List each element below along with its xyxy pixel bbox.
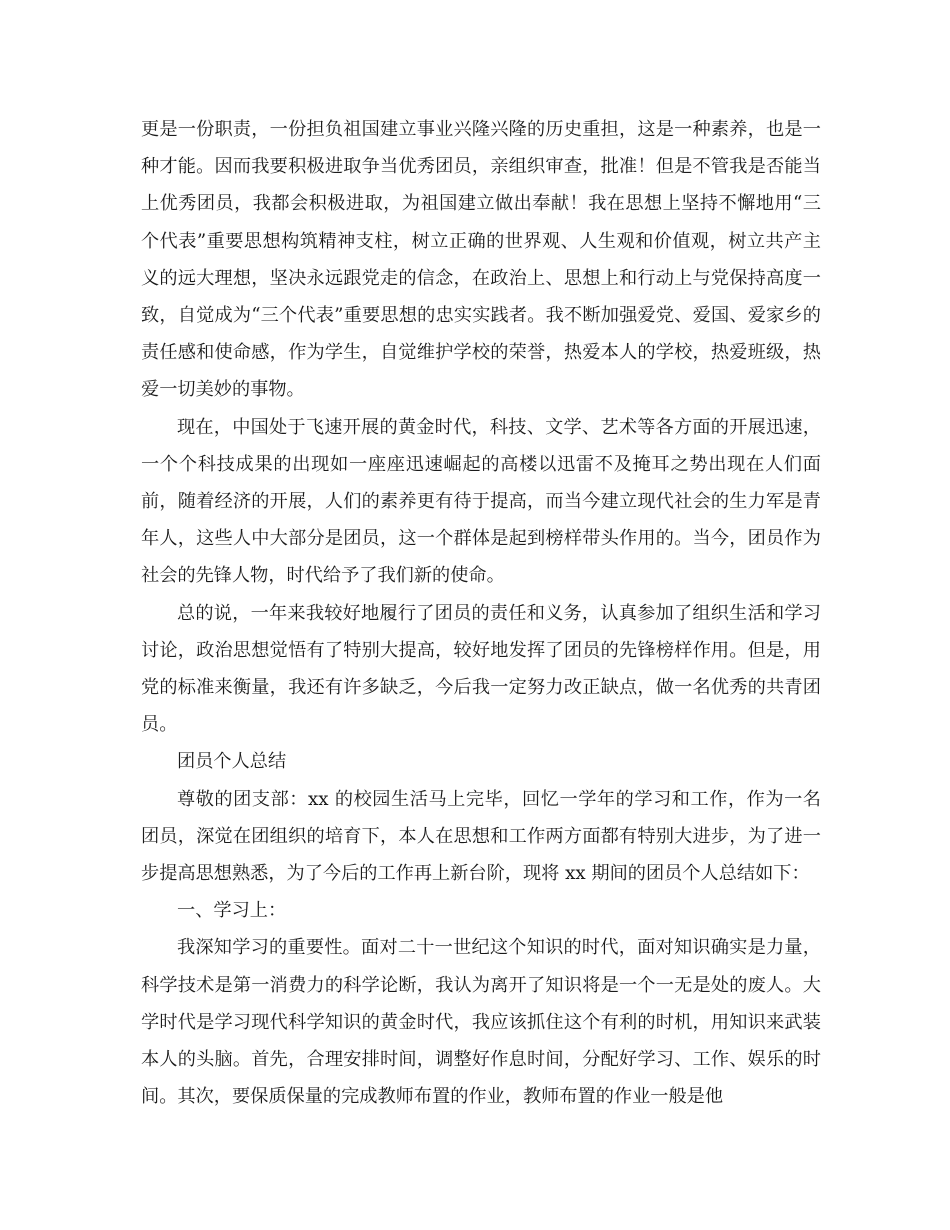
paragraph: 总的说，一年来我较好地履行了团员的责任和义务，认真参加了组织生活和学习讨论，政治思想觉悟有了特别大提高，较好地发挥了团员的先锋榜样作用。但是，用党的标准来衡量，我还有许多缺乏，今后我一定努力改正缺点，做一名优秀的共青团员。 xyxy=(141,602,821,736)
section-subheading: 一、学习上： xyxy=(177,900,287,922)
document-body xyxy=(141,111,821,1115)
paragraph: 现在，中国处于飞速开展的黄金时代，科技、文学、艺术等各方面的开展迅速，一个个科技成果的出现如一座座迅速崛起的高楼以迅雷不及掩耳之势出现在人们面前，随着经济的开展，人们的素养更有待于提高，而当今建立现代社会的生力军是青年人，这些人中大部分是团员，这一个群体是起到榜样带头作用的。当今，团员作为社会的先锋人物，时代给予了我们新的使命。 xyxy=(141,416,821,587)
paragraph: 更是一份职责，一份担负祖国建立事业兴隆兴隆的历史重担，这是一种素养，也是一种才能。因而我要积极进取争当优秀团员，亲组织审查，批准！但是不管我是否能当上优秀团员，我都会积极进取，为祖国建立做出奉献！我在思想上坚持不懈地用“三个代表”重要思想构筑精神支柱，树立正确的世界观、人生观和价值观，树立共产主义的远大理想，坚决永远跟党走的信念，在政治上、思想上和行动上与党保持高度一致，自觉成为“三个代表”重要思想的忠实实践者。我不断加强爱党、爱国、爱家乡的责任感和使命感，作为学生，自觉维护学校的荣誉，热爱本人的学校，热爱班级，热爱一切美妙的事物。 xyxy=(141,119,821,401)
paragraph: 我深知学习的重要性。面对二十一世纪这个知识的时代，面对知识确实是力量，科学技术是第一消费力的科学论断，我认为离开了知识将是一个一无是处的废人。大学时代是学习现代科学知识的黄金时代，我应该抓住这个有利的时机，用知识来武装本人的头脑。首先，合理安排时间，调整好作息时间，分配好学习、工作、娱乐的时间。其次，要保质保量的完成教师布置的作业，教师布置的作业一般是他 xyxy=(141,937,821,1108)
paragraph: 尊敬的团支部：xx 的校园生活马上完毕，回忆一学年的学习和工作，作为一名团员，深觉在团组织的培育下，本人在思想和工作两方面都有特别大进步，为了进一步提高思想熟悉，为了今后的工作再上新台阶，现将 xx 期间的团员个人总结如下： xyxy=(141,788,821,885)
section-heading: 团员个人总结 xyxy=(177,751,287,773)
